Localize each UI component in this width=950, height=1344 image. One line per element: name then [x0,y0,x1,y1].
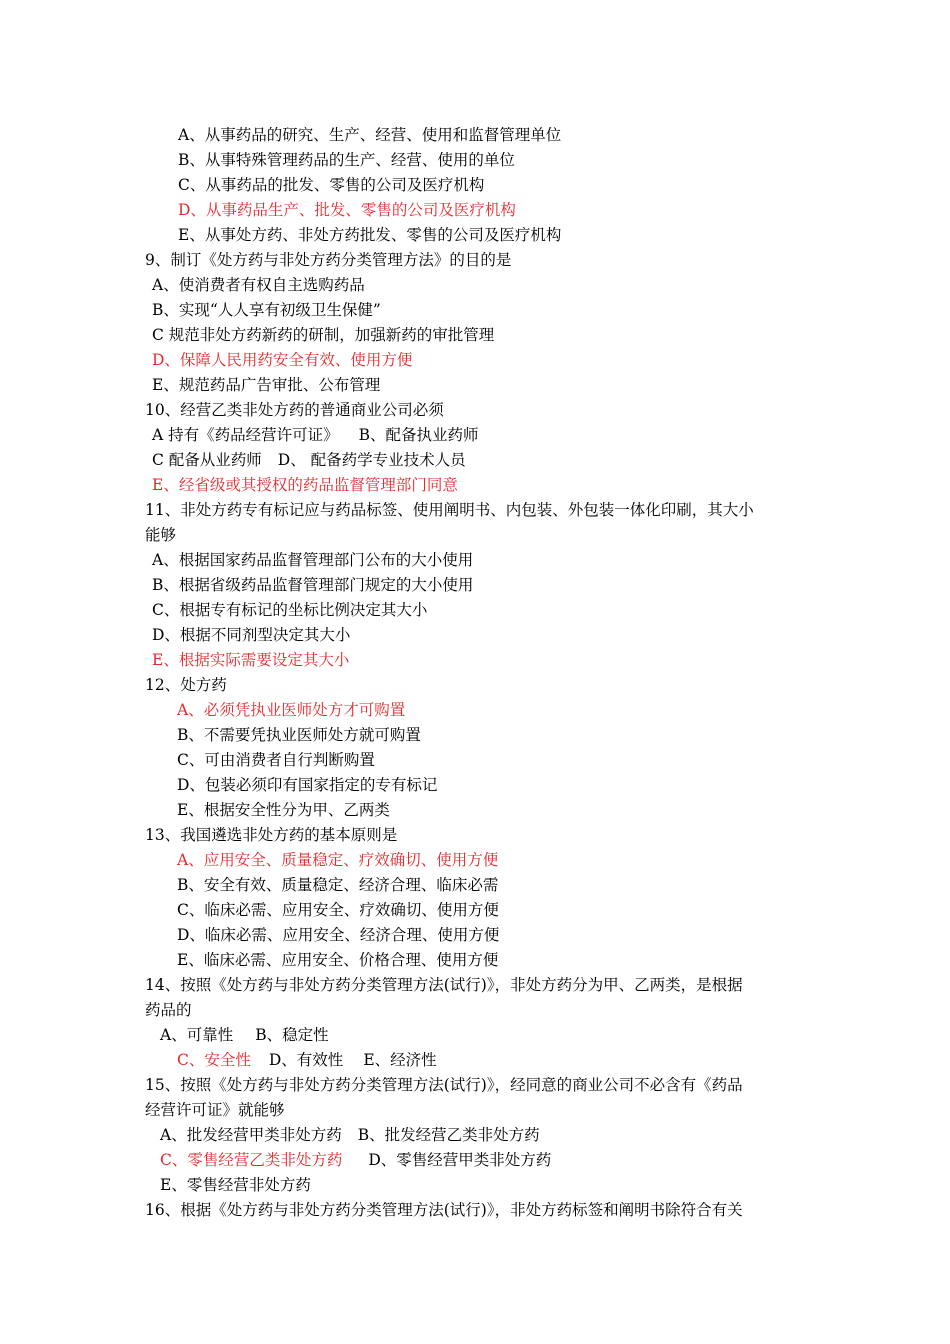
option-c-answer: C、零售经营乙类非处方药 [160,1151,343,1169]
option-line: C、从事药品的批发、零售的公司及医疗机构 [178,176,485,194]
option-a: A 持有《药品经营许可证》 [152,426,339,444]
option-line: C、可由消费者自行判断购置 [177,751,375,769]
option-line [160,1123,540,1148]
option-d: D、有效性 [268,1051,344,1069]
question-line: 14、按照《处方药与非处方药分类管理方法(试行)》，非处方药分为甲、乙两类，是根据 [145,976,743,994]
option-a: A、可靠性 [160,1026,234,1044]
option-line: B、实现“人人享有初级卫生保健” [152,301,381,319]
question-line: 12、处方药 [145,676,227,694]
answer-line: E、根据实际需要设定其大小 [152,651,350,669]
question-line: 10、经营乙类非处方药的普通商业公司必须 [145,401,444,419]
question-line: 药品的 [145,1001,192,1019]
option-line [152,448,466,473]
option-line [160,1148,551,1173]
option-line: A、从事药品的研究、生产、经营、使用和监督管理单位 [178,126,562,144]
answer-line: E、经省级或其授权的药品监督管理部门同意 [152,476,458,494]
option-line: C 规范非处方药新药的研制，加强新药的审批管理 [152,326,495,344]
option-line: C、临床必需、应用安全、疗效确切、使用方便 [177,901,499,919]
option-line: A、根据国家药品监督管理部门公布的大小使用 [152,551,474,569]
option-line: E、零售经营非处方药 [160,1176,311,1194]
option-line: E、从事处方药、非处方药批发、零售的公司及医疗机构 [178,226,562,244]
question-line: 16、根据《处方药与非处方药分类管理方法(试行)》，非处方药标签和阐明书除符合有关 [145,1201,743,1219]
question-line: 11、非处方药专有标记应与药品标签、使用阐明书、内包装、外包装一体化印刷，其大小 [145,501,754,519]
question-line: 9、制订《处方药与非处方药分类管理方法》的目的是 [145,251,512,269]
option-line [160,1023,329,1048]
option-line: B、根据省级药品监督管理部门规定的大小使用 [152,576,474,594]
option-line: D、根据不同剂型决定其大小 [152,626,351,644]
option-line: C、根据专有标记的坐标比例决定其大小 [152,601,428,619]
question-line: 能够 [145,526,177,544]
option-e: E、经济性 [363,1051,437,1069]
question-line: 经营许可证》就能够 [145,1101,285,1119]
option-line: D、包装必须印有国家指定的专有标记 [177,776,438,794]
option-b: B、稳定性 [255,1026,329,1044]
option-b: B、批发经营乙类非处方药 [357,1126,540,1144]
answer-line: A、必须凭执业医师处方才可购置 [177,701,406,719]
option-c: C 配备从业药师 [152,451,262,469]
question-line: 13、我国遴选非处方药的基本原则是 [145,826,398,844]
option-line: D、临床必需、应用安全、经济合理、使用方便 [177,926,500,944]
option-line: E、规范药品广告审批、公布管理 [152,376,381,394]
option-b: B、配备执业药师 [358,426,479,444]
option-line: E、临床必需、应用安全、价格合理、使用方便 [177,951,499,969]
option-line [177,1048,437,1073]
option-d: D、 配备药学专业技术人员 [277,451,466,469]
option-line [152,423,479,448]
answer-line: D、从事药品生产、批发、零售的公司及医疗机构 [178,201,516,219]
question-line: 15、按照《处方药与非处方药分类管理方法(试行)》，经同意的商业公司不必含有《药品 [145,1076,743,1094]
option-a: A、批发经营甲类非处方药 [160,1126,342,1144]
answer-line: A、应用安全、质量稳定、疗效确切、使用方便 [177,851,499,869]
option-line: B、安全有效、质量稳定、经济合理、临床必需 [177,876,499,894]
option-line: B、不需要凭执业医师处方就可购置 [177,726,421,744]
option-line: B、从事特殊管理药品的生产、经营、使用的单位 [178,151,515,169]
option-line: A、使消费者有权自主选购药品 [152,276,365,294]
option-c-answer: C、安全性 [177,1051,251,1069]
option-line: E、根据安全性分为甲、乙两类 [177,801,390,819]
option-d: D、零售经营甲类非处方药 [368,1151,552,1169]
answer-line: D、保障人民用药安全有效、使用方便 [152,351,413,369]
